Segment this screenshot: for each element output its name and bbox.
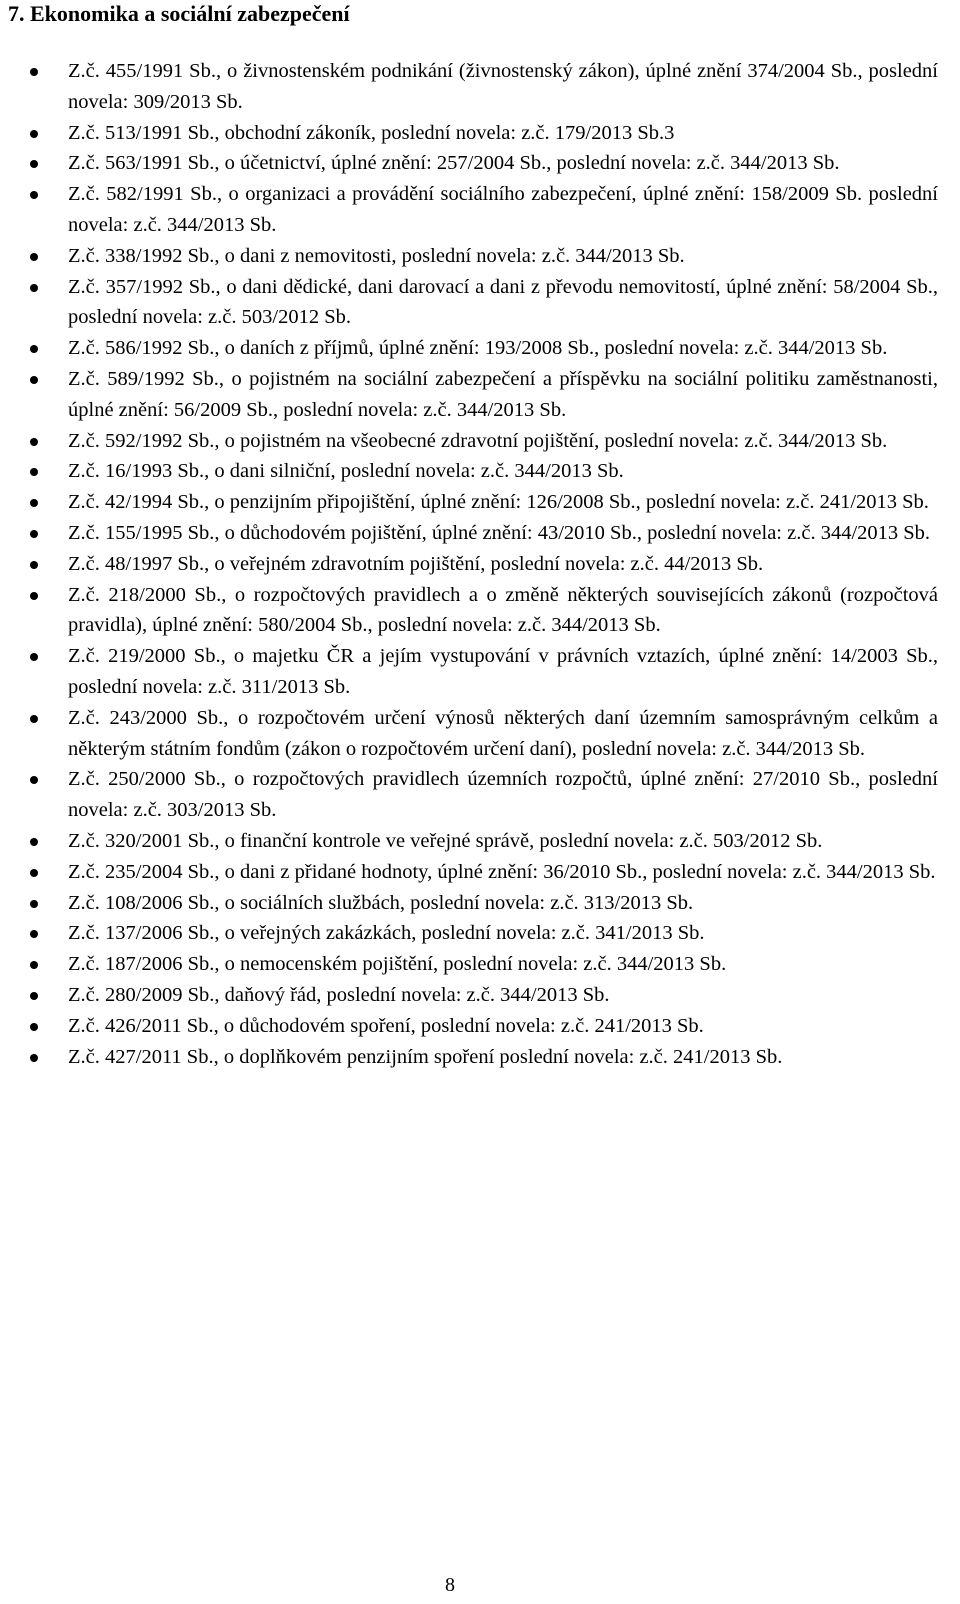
list-item: [30, 1011, 938, 1042]
list-item: [30, 980, 938, 1011]
bullet-icon: [30, 1023, 38, 1031]
list-item: [30, 549, 938, 580]
list-item: [30, 1042, 938, 1073]
bullet-icon: [30, 253, 38, 261]
bullet-icon: [30, 869, 38, 877]
list-item-text: Z.č. 589/1992 Sb., o pojistném na sociální zabezpečení a příspěvku na sociální politiku zaměstnanosti, úplné znění: 56/2009 Sb., poslední novela: z.č. 344/2013 Sb.: [68, 367, 938, 421]
page-number: 8: [445, 1574, 455, 1596]
list-item-text: Z.č. 235/2004 Sb., o dani z přidané hodnoty, úplné znění: 36/2010 Sb., poslední novela: z.č. 344/2013 Sb.: [68, 860, 936, 883]
bullet-icon: [30, 776, 38, 784]
list-item-text: Z.č. 48/1997 Sb., o veřejném zdravotním pojištění, poslední novela: z.č. 44/2013 Sb.: [68, 552, 764, 575]
bullet-icon: [30, 900, 38, 908]
bullet-icon: [30, 992, 38, 1000]
list-item: [30, 56, 938, 118]
bullet-icon: [30, 961, 38, 969]
list-item-text: Z.č. 563/1991 Sb., o účetnictví, úplné znění: 257/2004 Sb., poslední novela: z.č. 344/2013 Sb.: [68, 152, 840, 175]
section-heading: 7. Ekonomika a sociální zabezpečení: [8, 1, 350, 26]
list-item-text: Z.č. 16/1993 Sb., o dani silniční, poslední novela: z.č. 344/2013 Sb.: [68, 460, 624, 483]
list-item: [30, 241, 938, 272]
list-item-text: Z.č. 280/2009 Sb., daňový řád, poslední novela: z.č. 344/2013 Sb.: [68, 983, 610, 1006]
list-item-text: Z.č. 427/2011 Sb., o doplňkovém penzijním spoření poslední novela: z.č. 241/2013 Sb.: [68, 1045, 783, 1068]
bullet-icon: [30, 530, 38, 538]
list-item: [30, 580, 938, 642]
list-item-text: Z.č. 426/2011 Sb., o důchodovém spoření, poslední novela: z.č. 241/2013 Sb.: [68, 1014, 704, 1037]
bullet-icon: [30, 376, 38, 384]
bullet-icon: [30, 1054, 38, 1062]
list-item: [30, 703, 938, 765]
list-item: [30, 949, 938, 980]
list-item: [30, 456, 938, 487]
list-item-text: Z.č. 592/1992 Sb., o pojistném na všeobecné zdravotní pojištění, poslední novela: z.č. 344/2013 Sb.: [68, 429, 888, 452]
list-item-text: Z.č. 582/1991 Sb., o organizaci a provádění sociálního zabezpečení, úplné znění: 158/2009 Sb. poslední novela: z.č. 344/2013 Sb.: [68, 183, 938, 236]
bullet-icon: [30, 438, 38, 446]
list-item: [30, 888, 938, 919]
list-item-text: Z.č. 357/1992 Sb., o dani dědické, dani darovací a dani z převodu nemovitostí, úplné znění: 58/2004 Sb., poslední novela: z.č. 503/2012 Sb.: [68, 275, 938, 329]
list-item: [30, 857, 938, 888]
bullet-icon: [30, 284, 38, 292]
list-item: [30, 272, 938, 334]
bullet-icon: [30, 838, 38, 846]
list-item-text: Z.č. 243/2000 Sb., o rozpočtovém určení výnosů některých daní územním samosprávným celkům a některým státním fondům (zákon o rozpočtovém určení daní), poslední novela: z.č. 344/2013 Sb.: [68, 706, 938, 760]
bullet-icon: [30, 345, 38, 353]
list-item-text: Z.č. 455/1991 Sb., o živnostenském podnikání (živnostenský zákon), úplné znění 374/2004 Sb., poslední novela: 309/2013 Sb.: [68, 60, 938, 113]
list-item-text: Z.č. 250/2000 Sb., o rozpočtových pravidlech územních rozpočtů, úplné znění: 27/2010 Sb., poslední novela: z.č. 303/2013 Sb.: [68, 768, 938, 822]
bullet-icon: [30, 930, 38, 938]
list-item: [30, 426, 938, 457]
list-item: [30, 179, 938, 241]
list-item: [30, 764, 938, 826]
list-item-text: Z.č. 155/1995 Sb., o důchodovém pojištění, úplné znění: 43/2010 Sb., poslední novela: z.č. 344/2013 Sb.: [68, 521, 931, 544]
bullet-icon: [30, 68, 38, 76]
law-list: [30, 56, 938, 1072]
list-item-text: Z.č. 338/1992 Sb., o dani z nemovitosti, poslední novela: z.č. 344/2013 Sb.: [68, 244, 685, 267]
list-item: [30, 826, 938, 857]
list-item: [30, 333, 938, 364]
list-item-text: Z.č. 187/2006 Sb., o nemocenském pojištění, poslední novela: z.č. 344/2013 Sb.: [68, 953, 727, 976]
bullet-icon: [30, 468, 38, 476]
list-item: [30, 918, 938, 949]
list-item-text: Z.č. 137/2006 Sb., o veřejných zakázkách, poslední novela: z.č. 341/2013 Sb.: [68, 922, 705, 945]
bullet-icon: [30, 561, 38, 569]
list-item-text: Z.č. 513/1991 Sb., obchodní zákoník, poslední novela: z.č. 179/2013 Sb.3: [68, 121, 675, 144]
list-item-text: Z.č. 586/1992 Sb., o daních z příjmů, úplné znění: 193/2008 Sb., poslední novela: z.č. 344/2013 Sb.: [68, 337, 888, 360]
list-item-text: Z.č. 320/2001 Sb., o finanční kontrole ve veřejné správě, poslední novela: z.č. 503/2012 Sb.: [68, 829, 823, 852]
bullet-icon: [30, 653, 38, 661]
list-item: [30, 364, 938, 426]
bullet-icon: [30, 715, 38, 723]
bullet-icon: [30, 499, 38, 507]
list-item-text: Z.č. 218/2000 Sb., o rozpočtových pravidlech a o změně některých souvisejících zákonů (rozpočtová pravidla), úplné znění: 580/2004 Sb., poslední novela: z.č. 344/2013 Sb.: [68, 583, 938, 637]
list-item: [30, 118, 938, 149]
bullet-icon: [30, 130, 38, 138]
bullet-icon: [30, 160, 38, 168]
list-item: [30, 487, 938, 518]
bullet-icon: [30, 592, 38, 600]
list-item-text: Z.č. 108/2006 Sb., o sociálních službách, poslední novela: z.č. 313/2013 Sb.: [68, 891, 694, 914]
list-item: [30, 518, 938, 549]
list-item: [30, 148, 938, 179]
list-item-text: Z.č. 42/1994 Sb., o penzijním připojištění, úplné znění: 126/2008 Sb., poslední novela: z.č. 241/2013 Sb.: [68, 491, 929, 514]
list-item: [30, 641, 938, 703]
bullet-icon: [30, 191, 38, 199]
list-item-text: Z.č. 219/2000 Sb., o majetku ČR a jejím vystupování v právních vztazích, úplné znění: 14/2003 Sb., poslední novela: z.č. 311/2013 Sb.: [68, 645, 938, 698]
